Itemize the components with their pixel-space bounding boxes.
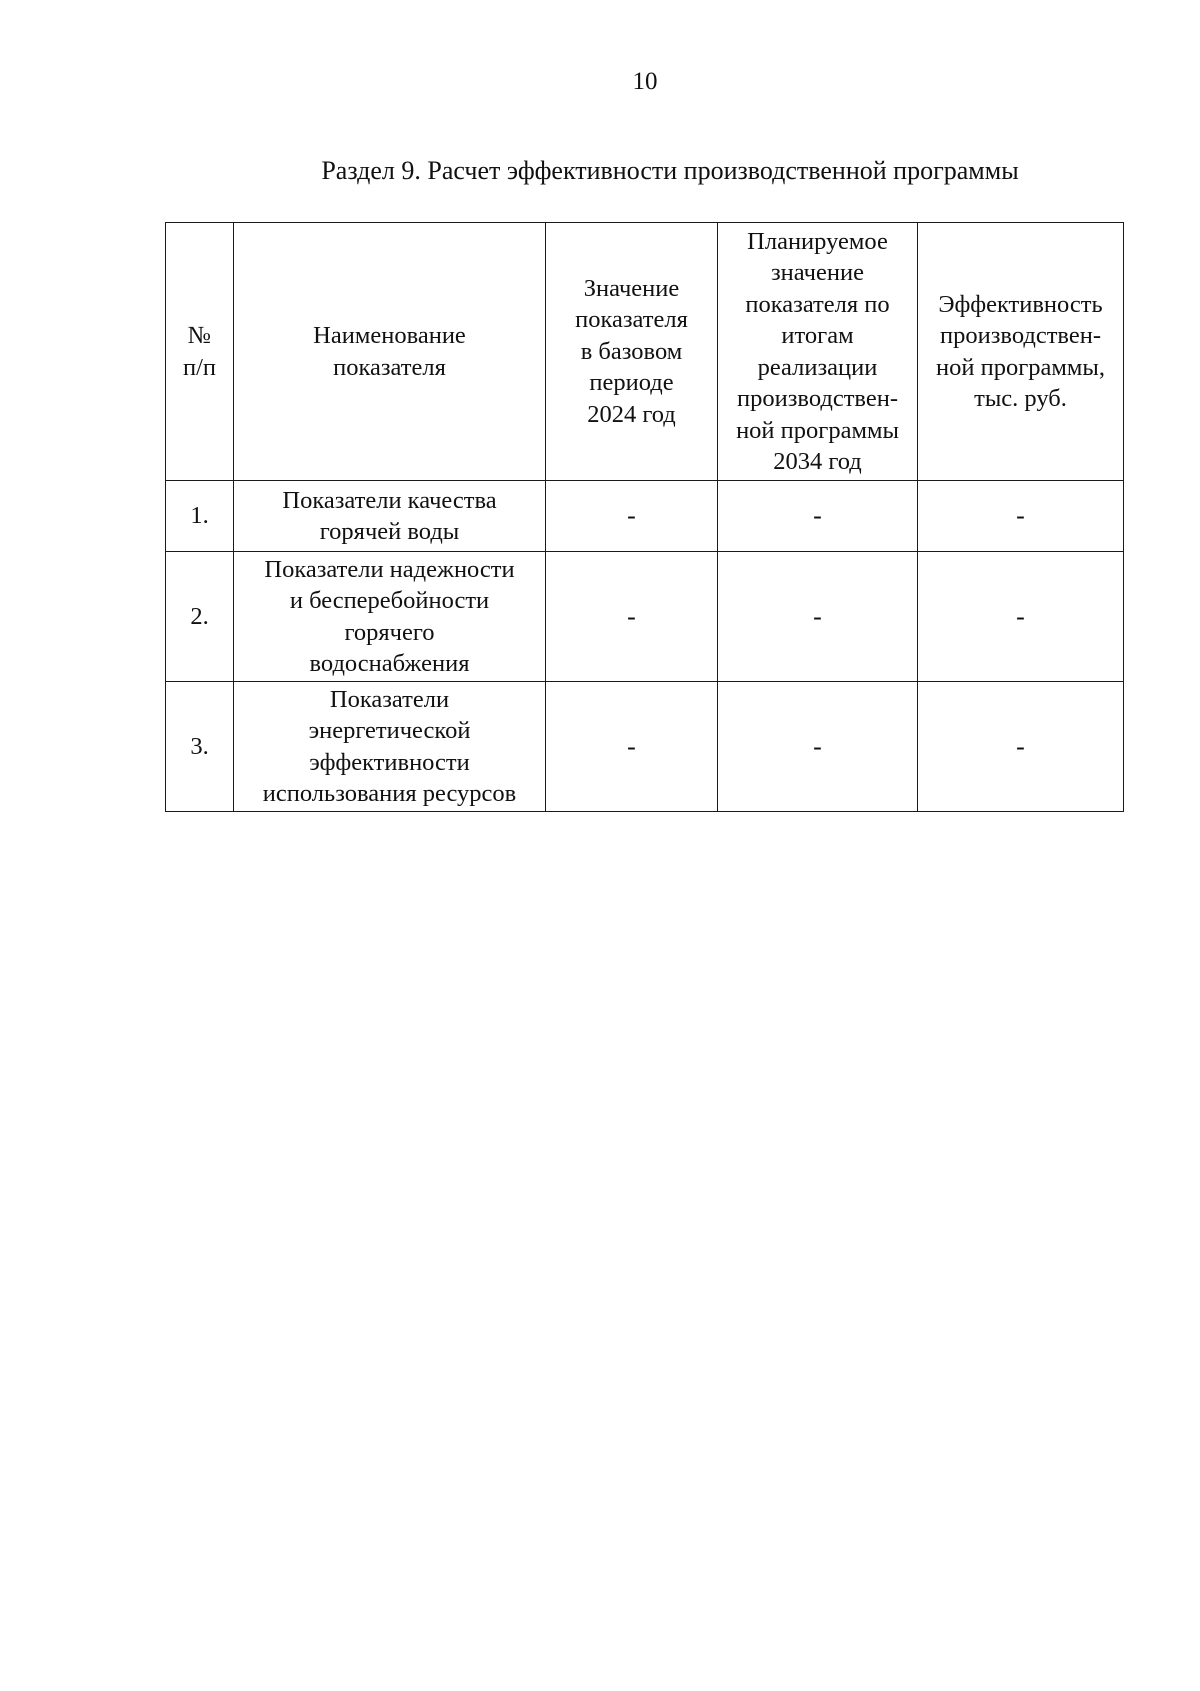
table-row (166, 682, 1124, 812)
table-row (166, 552, 1124, 682)
row-planned-value: - (718, 552, 918, 682)
header-base-value: Значение показателя в базовом периоде 2024 год (546, 223, 718, 481)
table-row (166, 481, 1124, 552)
header-program-effectiveness: Эффективность производствен- ной программы, тыс. руб. (918, 223, 1124, 481)
header-number: № п/п (166, 223, 234, 481)
row-planned-value: - (718, 682, 918, 812)
header-planned-value: Планируемое значение показателя по итогам реализации производствен- ной программы 2034 год (718, 223, 918, 481)
row-planned-value: - (718, 481, 918, 552)
table-header-row (166, 223, 1124, 481)
row-base-value: - (546, 682, 718, 812)
row-number: 3. (166, 682, 234, 812)
section-title: Раздел 9. Расчет эффективности производственной программы (321, 156, 1019, 185)
row-base-value: - (546, 481, 718, 552)
row-indicator-name: Показатели качества горячей воды (234, 481, 546, 552)
header-indicator-name: Наименование показателя (234, 223, 546, 481)
row-effectiveness: - (918, 481, 1124, 552)
row-number: 1. (166, 481, 234, 552)
page-number: 10 (632, 68, 658, 95)
indicators-table (165, 222, 1124, 812)
row-number: 2. (166, 552, 234, 682)
row-effectiveness: - (918, 682, 1124, 812)
row-effectiveness: - (918, 552, 1124, 682)
row-indicator-name: Показатели надежности и бесперебойности горячего водоснабжения (234, 552, 546, 682)
row-indicator-name: Показатели энергетической эффективности использования ресурсов (234, 682, 546, 812)
row-base-value: - (546, 552, 718, 682)
